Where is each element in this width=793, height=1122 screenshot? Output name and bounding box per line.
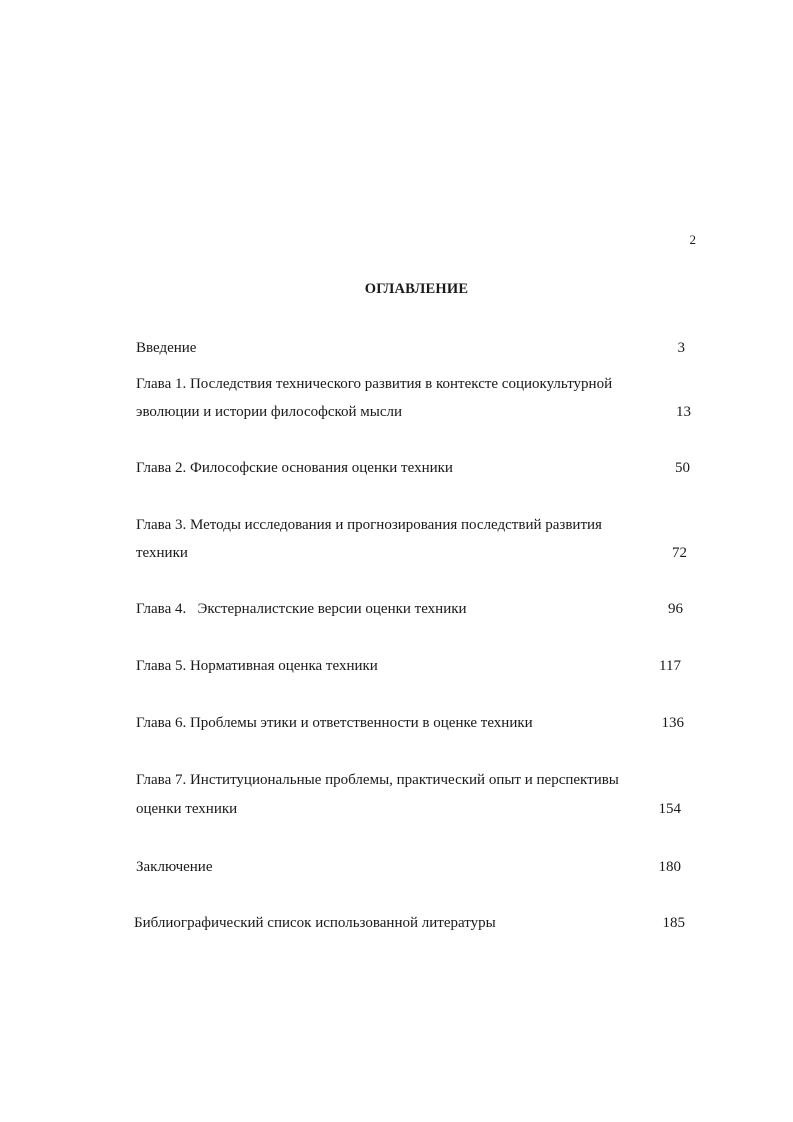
toc-entry-chapter-7-title-line-1: Глава 7. Институциональные проблемы, практический опыт и перспективы [136,772,619,788]
toc-entry-chapter-3-page: 72 [672,545,687,561]
toc-entry-chapter-4-page: 96 [668,601,683,617]
toc-entry-chapter-3-title-line-2: техники [136,545,188,561]
toc-entry-chapter-4-title: Глава 4. Экстерналистские версии оценки техники [136,601,467,617]
page-title: ОГЛАВЛЕНИЕ [364,281,469,297]
toc-entry-chapter-5-page: 117 [659,658,681,674]
toc-entry-chapter-1-title-line-1: Глава 1. Последствия технического развития в контексте социокультурной [136,376,613,392]
page-number: 2 [689,232,696,247]
toc-entry-chapter-5-title: Глава 5. Нормативная оценка техники [136,658,378,674]
toc-entry-chapter-6-page: 136 [661,715,684,731]
toc-entry-chapter-1-page: 13 [676,404,691,420]
toc-entry-chapter-7-page: 154 [658,801,681,817]
toc-entry-introduction-page: 3 [677,340,685,356]
toc-entry-chapter-2-page: 50 [675,460,690,476]
toc-entry-introduction-title: Введение [136,340,197,356]
toc-entry-conclusion-title: Заключение [136,859,213,875]
toc-entry-conclusion-page: 180 [658,859,681,875]
toc-entry-bibliography-page: 185 [662,915,685,931]
toc-entry-bibliography-title: Библиографический список использованной литературы [134,915,496,931]
toc-entry-chapter-3-title-line-1: Глава 3. Методы исследования и прогнозирования последствий развития [136,517,602,533]
toc-entry-chapter-7-title-line-2: оценки техники [136,801,238,817]
toc-entry-chapter-1-title-line-2: эволюции и истории философской мысли [136,404,403,420]
toc-entry-chapter-6-title: Глава 6. Проблемы этики и ответственности в оценке техники [136,715,533,731]
toc-entry-chapter-2-title: Глава 2. Философские основания оценки техники [136,460,453,476]
